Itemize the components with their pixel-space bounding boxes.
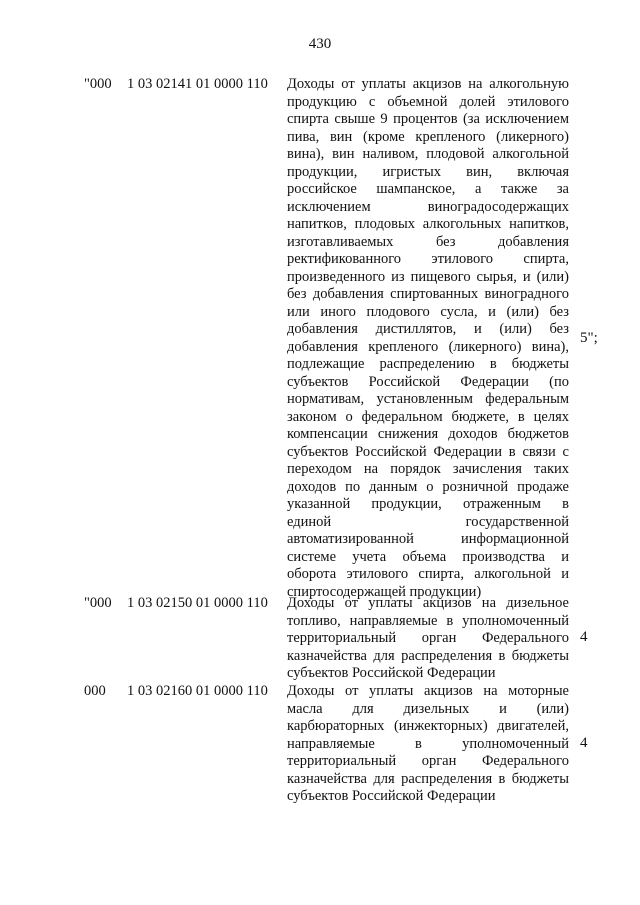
description-line: законом о федеральном бюджете, в целях xyxy=(287,408,569,425)
description-line: автоматизированной информационной xyxy=(287,531,569,547)
description-line: напитков, плодовых алкогольных напитков, xyxy=(287,216,569,232)
description-line: оборота этилового спирта, алкогольной и xyxy=(287,566,569,582)
row-description xyxy=(287,76,569,601)
description-line: спиртосодержащей продукции) xyxy=(287,583,482,600)
description-line: Доходы от уплаты акцизов на дизельное xyxy=(287,595,569,611)
description-line: нормативам, установленным федеральным xyxy=(287,391,569,407)
description-line: казначейства для распределения в бюджеты xyxy=(287,647,569,664)
description-line: субъектов Российской Федерации в связи с xyxy=(287,443,569,460)
description-line: Доходы от уплаты акцизов на алкогольную xyxy=(287,76,569,92)
row-code-prefix: "000 xyxy=(84,595,112,611)
description-line: или иного плодового сусла, и (или) без xyxy=(287,303,569,320)
description-line: субъектов Российской Федерации xyxy=(287,788,496,804)
row-code-prefix: 000 xyxy=(84,683,106,699)
row-norm-value: 4 xyxy=(580,629,588,645)
description-line: добавления крепленого (ликерного) вина), xyxy=(287,338,569,355)
description-line: исключением виноградосодержащих xyxy=(287,198,569,215)
description-line: территориальный орган Федерального xyxy=(287,630,569,646)
row-description xyxy=(287,595,569,683)
row-classification-code: 1 03 02150 01 0000 110 xyxy=(127,595,268,611)
description-line: субъектов Российской Федерации xyxy=(287,665,496,681)
description-line: спирта свыше 9 процентов (за исключением xyxy=(287,111,569,127)
description-line: подлежащие распределению в бюджеты xyxy=(287,356,569,372)
row-classification-code: 1 03 02141 01 0000 110 xyxy=(127,76,268,92)
description-line: пива, вин (кроме крепленого (ликерного) xyxy=(287,128,569,145)
description-line: Доходы от уплаты акцизов на моторные xyxy=(287,683,569,699)
description-line: российское шампанское, а также за xyxy=(287,181,569,197)
description-line: продукцию с объемной долей этилового xyxy=(287,93,569,110)
description-line: топливо, направляемые в уполномоченный xyxy=(287,612,569,629)
description-line: территориальный орган Федерального xyxy=(287,753,569,769)
description-line: продукции, игристых вин, включая xyxy=(287,163,569,180)
row-classification-code: 1 03 02160 01 0000 110 xyxy=(127,683,268,699)
description-line: единой государственной xyxy=(287,513,569,530)
description-line: казначейства для распределения в бюджеты xyxy=(287,770,569,787)
description-line: компенсации снижения доходов бюджетов xyxy=(287,426,569,442)
description-line: масла для дизельных и (или) xyxy=(287,700,569,717)
description-line: вина), вин наливом, плодовой алкогольной xyxy=(287,146,569,162)
description-line: субъектов Российской Федерации (по xyxy=(287,373,569,390)
row-description xyxy=(287,683,569,806)
description-line: указанной продукции, отраженным в xyxy=(287,496,569,512)
row-norm-value: 4 xyxy=(580,735,588,751)
description-line: направляемые в уполномоченный xyxy=(287,735,569,752)
page-number: 430 xyxy=(308,36,332,52)
row-code-prefix: "000 xyxy=(84,76,112,92)
description-line: карбюраторных (инжекторных) двигателей, xyxy=(287,718,569,734)
description-line: доходов по данным о розничной продаже xyxy=(287,478,569,495)
description-line: без добавления спиртованных виноградного xyxy=(287,286,569,302)
row-norm-value: 5"; xyxy=(580,330,598,346)
description-line: добавления дистиллятов, и (или) без xyxy=(287,321,569,337)
description-line: изготавливаемых без добавления xyxy=(287,233,569,250)
description-line: переходом на порядок зачисления таких xyxy=(287,461,569,477)
description-line: произведенного из пищевого сырья, и (или) xyxy=(287,268,569,285)
description-line: системе учета объема производства и xyxy=(287,548,569,565)
description-line: ректификованного этилового спирта, xyxy=(287,251,569,267)
